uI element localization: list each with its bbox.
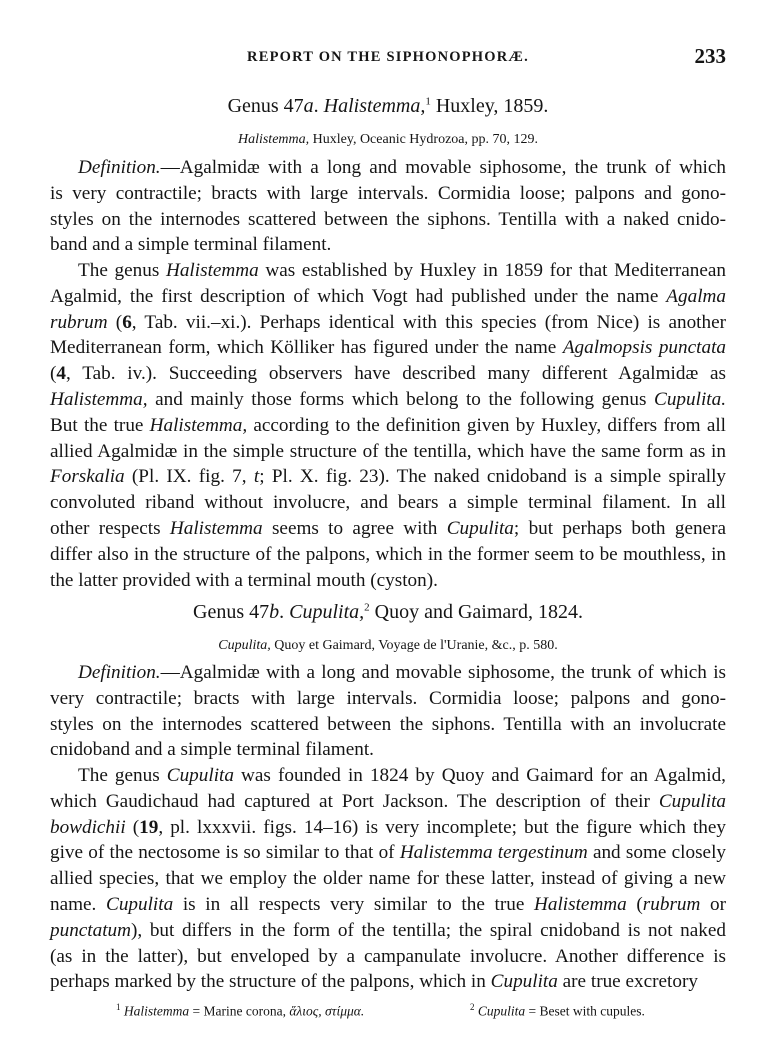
text-run: give of the nectosome is so similar to that of (50, 842, 400, 864)
genus-citation-halistemma (50, 132, 726, 148)
running-title: REPORT ON THE SIPHONOPHORÆ. (247, 49, 529, 65)
text-run: Halistemma, (50, 388, 148, 410)
text-run: and mainly those forms which belong to the following genus (147, 388, 655, 410)
definition-dash: — (160, 157, 180, 178)
footnote-greek: ἅλιος, στίμμα. (289, 1003, 365, 1019)
text-run: seems to agree with (262, 517, 447, 539)
text-run: 4 (56, 363, 66, 385)
definition-text: Agalmidæ with a long and movable siphosome, the trunk of which is (179, 662, 726, 683)
body-halistemma (50, 258, 726, 593)
body-line (50, 258, 726, 284)
footnote-2 (470, 1002, 645, 1020)
text-run: The genus (78, 260, 166, 281)
text-run: Cupulita (106, 893, 174, 915)
body-line (50, 335, 726, 361)
text-run: ; Pl. X. fig. 23). The naked cnidoband is a simple spirally (259, 466, 727, 488)
heading-prefix: Genus 47 (227, 95, 304, 117)
definition-line: very contractile; bracts with large intervals. Cormidia loose; palpons and gono- (50, 687, 726, 709)
heading-dot: . (279, 601, 290, 623)
footnote-mark: 1 (116, 1002, 121, 1012)
footnote-mark: 1 (425, 95, 431, 108)
text-run: Halistemma tergestinum (399, 842, 588, 864)
text-run: , Tab. iv.). Succeeding observers have described many different Agalmidæ as (65, 363, 726, 385)
footnotes (50, 1002, 726, 1024)
definition-line: is very contractile; bracts with large intervals. Cormidia loose; palpons and gono- (50, 182, 726, 204)
text-run: Cupulita (490, 971, 558, 993)
text-run: Halistemma, (149, 414, 248, 436)
text-run: other respects (50, 517, 170, 539)
body-line (50, 918, 726, 944)
text-run: allied Agalmidæ in the simple structure of the tentilla, which have the same form as in (50, 440, 726, 462)
text-run: was founded in 1824 by Quoy and Gaimard for an Agalmid, (233, 765, 726, 786)
text-run: according to the definition given by Huxley, differs from all (247, 414, 726, 436)
footnote-term: Halistemma (123, 1003, 190, 1019)
text-run: Halistemma (165, 260, 259, 281)
text-run: ( (626, 893, 643, 915)
body-line (50, 815, 726, 841)
text-run: , pl. lxxxvii. figs. 14–16) is very incomplete; but the figure which they (158, 816, 726, 838)
body-line (50, 439, 726, 465)
page-number: 233 (694, 44, 726, 68)
body-line (50, 789, 726, 815)
text-run: Agalma (666, 285, 726, 307)
text-run: t (253, 466, 260, 488)
text-run: (Pl. IX. fig. 7, (124, 466, 254, 488)
body-line (50, 413, 726, 439)
citation-genus: Cupulita, (218, 638, 271, 653)
text-run: Agalmopsis punctata (562, 337, 726, 359)
body-cupulita (50, 763, 726, 995)
body-line (50, 944, 726, 970)
definition-label: Definition. (78, 662, 161, 683)
text-run: convoluted riband without involucre, and bears a simple terminal filament. In all (50, 492, 726, 514)
text-run: rubrum (642, 893, 701, 915)
text-run: Agalmid, the first description of which Vogt had published under the name (50, 285, 667, 307)
text-run: ( (107, 311, 123, 333)
body-line (50, 284, 726, 310)
definition-label: Definition. (78, 157, 161, 178)
genus-citation-cupulita (50, 638, 726, 654)
text-run: ( (125, 816, 140, 838)
definition-text: Agalmidæ with a long and movable siphosome, the trunk of which (179, 157, 726, 178)
footnote-mark: 2 (470, 1002, 475, 1012)
text-run: ( (50, 363, 57, 385)
footnote-text: = Marine corona, (189, 1003, 290, 1019)
text-run: allied species, that we employ the older name for these latter, instead of giving a new (50, 868, 726, 890)
genus-heading-halistemma (50, 95, 726, 118)
definition-line: band and a simple terminal filament. (50, 234, 332, 256)
text-run: which Gaudichaud had captured at Port Jackson. The description of their (50, 790, 659, 812)
citation-rest: Quoy et Gaimard, Voyage de l'Uranie, &c., p. 580. (270, 638, 558, 653)
text-run: is in all respects very similar to the true (173, 893, 535, 915)
citation-genus: Halistemma, (237, 132, 310, 147)
heading-authority: Quoy and Gaimard, 1824. (369, 601, 583, 623)
body-line (50, 516, 726, 542)
text-run: Cupulita (446, 517, 514, 539)
heading-dot: . (313, 95, 324, 117)
text-run: ), but differs in the form of the tentilla; the spiral cnidoband is not naked (131, 919, 726, 941)
citation-rest: Huxley, Oceanic Hydrozoa, pp. 70, 129. (309, 132, 539, 147)
body-line (50, 310, 726, 336)
definition-cupulita (50, 660, 726, 763)
footnote-1 (116, 1002, 364, 1020)
text-run: perhaps marked by the structure of the palpons, which in (50, 971, 491, 993)
definition-line (50, 155, 726, 181)
text-run: Cupulita. (654, 388, 726, 410)
body-line (50, 892, 726, 918)
definition-dash: — (160, 662, 180, 683)
text-run: , Tab. vii.–xi.). Perhaps identical with this species (from Nice) is another (131, 311, 727, 333)
body-line (50, 464, 726, 490)
text-run: ; but perhaps both genera (513, 517, 726, 539)
body-line (50, 361, 726, 387)
text-run: Forskalia (50, 466, 125, 488)
heading-genus: Cupulita, (289, 601, 365, 623)
footnote-term: Cupulita (477, 1003, 526, 1019)
text-run: the latter provided with a terminal mouth (cyston). (50, 569, 438, 591)
text-run: or (700, 893, 727, 915)
definition-line: styles on the internodes scattered between the siphons. Tentilla with an involucrate (50, 713, 726, 735)
page-header (50, 44, 726, 72)
text-run: (as in the latter), but enveloped by a campanulate involucre. Another difference is (50, 945, 726, 967)
text-run: was established by Huxley in 1859 for that Mediterranean (258, 260, 726, 281)
text-run: are true excretory (557, 971, 698, 993)
definition-line: styles on the internodes scattered between the siphons. Tentilla with a naked cnido- (50, 208, 726, 230)
text-run: punctatum (50, 919, 132, 941)
text-run: But the true (50, 414, 150, 436)
body-line (50, 542, 726, 568)
text-run: The genus (78, 765, 167, 786)
body-line (50, 387, 726, 413)
heading-genus: Halistemma, (323, 95, 426, 117)
text-run: 6 (122, 311, 132, 333)
heading-authority: Huxley, 1859. (430, 95, 549, 117)
text-run: 19 (139, 816, 159, 838)
body-line (50, 840, 726, 866)
text-run: Halistemma (534, 893, 627, 915)
footnote-text: = Beset with cupules. (525, 1003, 645, 1019)
text-run: name. (50, 893, 107, 915)
text-run: Mediterranean form, which Kölliker has figured under the name (50, 337, 563, 359)
text-run: differ also in the structure of the palpons, which in the former seem to be mouthless, in (50, 543, 726, 565)
body-line (50, 763, 726, 789)
heading-letter: a (303, 95, 314, 117)
body-line (50, 866, 726, 892)
definition-halistemma (50, 155, 726, 258)
text-run: Cupulita (658, 790, 726, 812)
heading-prefix: Genus 47 (193, 601, 270, 623)
body-line (50, 490, 726, 516)
definition-line (50, 660, 726, 686)
text-run: and some closely (587, 842, 727, 864)
text-run: bowdichii (50, 816, 126, 838)
genus-heading-cupulita (50, 601, 726, 624)
text-run: Cupulita (166, 765, 234, 786)
text-run: Halistemma (169, 517, 263, 539)
body-line (50, 969, 726, 995)
definition-line: cnidoband and a simple terminal filament. (50, 739, 374, 761)
heading-letter: b (269, 601, 280, 623)
text-run: rubrum (50, 311, 108, 333)
body-line (50, 568, 726, 594)
footnote-mark: 2 (364, 601, 370, 614)
